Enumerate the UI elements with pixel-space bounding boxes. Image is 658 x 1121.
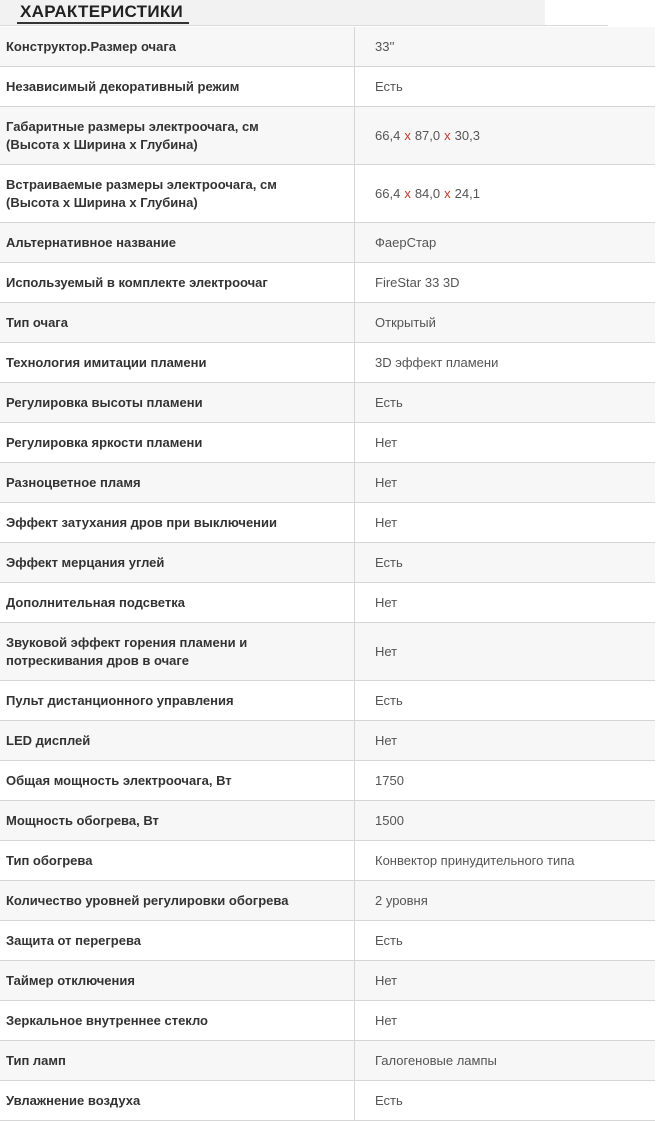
spec-value: Галогеновые лампы [355,1041,655,1080]
spec-name [0,165,355,222]
spec-name: Разноцветное пламя [0,463,355,502]
spec-row [0,761,655,801]
spec-name: Тип ламп [0,1041,355,1080]
dim-width: 84,0 [414,185,441,201]
spec-value: Нет [355,961,655,1000]
dim-width: 87,0 [414,127,441,143]
spec-row [0,721,655,761]
spec-row [0,841,655,881]
spec-name: Общая мощность электроочага, Вт [0,761,355,800]
dim-height: 66,4 [375,127,401,143]
spec-name-line: Звуковой эффект горения пламени и [6,634,248,650]
spec-name: Дополнительная подсветка [0,583,355,622]
spec-value: Нет [375,514,398,530]
dim-height: 66,4 [375,185,401,201]
spec-name: Увлажнение воздуха [0,1081,355,1120]
spec-name: Независимый декоративный режим [0,67,355,106]
spec-name: Альтернативное название [0,223,355,262]
spec-value: Нет [355,463,655,502]
spec-row [0,921,655,961]
dim-separator: х [404,127,411,143]
spec-row [0,423,655,463]
spec-name-line: (Высота х Ширина х Глубина) [6,136,198,152]
spec-name: Количество уровней регулировки обогрева [0,881,355,920]
spec-row [0,383,655,423]
spec-value: Есть [355,383,655,422]
spec-name-line: потрескивания дров в очаге [6,652,190,668]
dim-separator: х [404,185,411,201]
spec-value: Есть [375,932,403,948]
spec-value: Конвектор принудительного типа [375,852,575,868]
spec-value [355,107,655,164]
spec-row [0,681,655,721]
spec-row [0,1041,655,1081]
spec-name: Тип очага [0,303,355,342]
dim-depth: 30,3 [454,127,480,143]
spec-value: 33'' [355,27,655,66]
spec-name: Эффект мерцания углей [0,543,355,582]
spec-name: Мощность обогрева, Вт [0,801,355,840]
spec-name: Эффект затухания дров при выключении [0,503,355,542]
spec-row [0,961,655,1001]
spec-value: Нет [375,434,398,450]
spec-row [0,543,655,583]
spec-row [0,623,655,681]
spec-name-line: Габаритные размеры электроочага, см [6,118,259,134]
spec-row [0,303,655,343]
spec-value: Есть [375,78,403,94]
header-divider [0,25,608,26]
spec-name: Таймер отключения [0,961,355,1000]
spec-row [0,1001,655,1041]
spec-value: Открытый [355,303,655,342]
spec-name: Регулировка яркости пламени [0,423,355,462]
spec-name-line: Встраиваемые размеры электроочага, см [6,176,277,192]
spec-name-line: (Высота х Ширина х Глубина) [6,194,198,210]
spec-name: Используемый в комплекте электроочаг [0,263,355,302]
spec-row [0,463,655,503]
spec-value: Нет [355,721,655,760]
spec-name [0,623,355,680]
spec-row [0,583,655,623]
dim-separator: х [444,185,451,201]
spec-row [0,107,655,165]
spec-table [0,27,655,1121]
spec-row [0,801,655,841]
spec-value: ФаерСтар [355,223,655,262]
spec-row [0,343,655,383]
spec-value: Нет [355,623,655,680]
spec-value: Нет [375,1012,398,1028]
spec-value: 3D эффект пламени [375,354,499,370]
dim-separator: х [444,127,451,143]
section-title: ХАРАКТЕРИСТИКИ [17,2,189,24]
spec-name: Защита от перегрева [0,921,355,960]
spec-row [0,223,655,263]
spec-value: FireStar 33 3D [375,274,460,290]
spec-name [0,107,355,164]
spec-row [0,27,655,67]
spec-value: 1500 [355,801,655,840]
spec-value: Есть [375,692,403,708]
spec-name: Регулировка высоты пламени [0,383,355,422]
spec-value: 2 уровня [355,881,655,920]
spec-value: Нет [375,594,398,610]
spec-name: Пульт дистанционного управления [0,681,355,720]
spec-value: 1750 [375,772,404,788]
spec-row [0,165,655,223]
spec-row [0,503,655,543]
spec-row [0,1081,655,1121]
spec-value: Есть [355,543,655,582]
spec-name: Тип обогрева [0,841,355,880]
spec-row [0,881,655,921]
spec-name: Зеркальное внутреннее стекло [0,1001,355,1040]
spec-row [0,263,655,303]
spec-name: Технология имитации пламени [0,343,355,382]
spec-row [0,67,655,107]
spec-value [355,165,655,222]
dim-depth: 24,1 [454,185,480,201]
spec-name: Конструктор.Размер очага [0,27,355,66]
spec-name: LED дисплей [0,721,355,760]
spec-value: Есть [375,1092,403,1108]
